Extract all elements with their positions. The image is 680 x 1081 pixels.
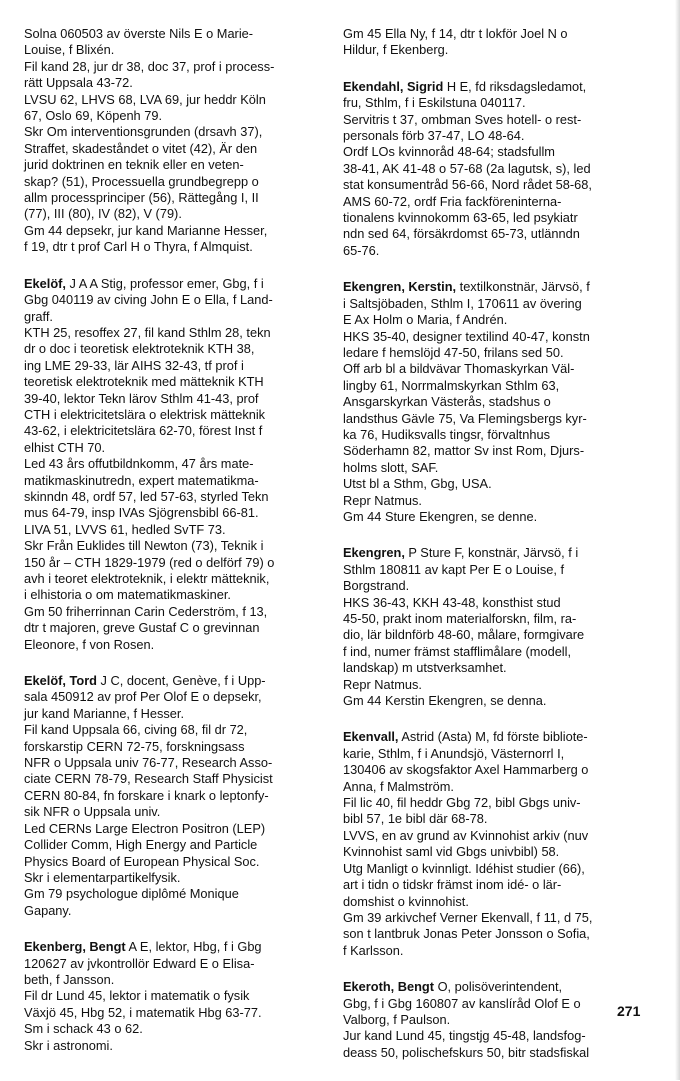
entry-continuation (24, 26, 329, 256)
entry-text (343, 26, 643, 59)
entry-text (343, 279, 643, 525)
entry-continuation (343, 26, 643, 59)
entry-body: A E, lektor, Hbg, f i Gbg 120627 av jvkontrollör Edward E o Elisa- beth, f Jansson. Fil dr Lund 45, lektor i matematik o fysik Växjö 45, Hbg 52, i matematik Hbg 63-77. Sm i schack 43 o 62. Skr i astronomi. (24, 939, 262, 1053)
entry-text (343, 545, 643, 709)
entry-text (24, 939, 329, 1054)
entry-body: H E, fd riksdagsledamot, fru, Sthlm, f i Eskilstuna 040117. Servitris t 37, ombman Sves hotell- o rest- personals förb 37-47, LO 48-64. Ordf LOs kvinnoråd 48-64; stadsfullm 38-41, AK 41-48 o 57-68 (2a lagutsk, s), led stat konsumentråd 56-66, Nord rådet 58-68, AMS 60-72, ordf Fria fackföreninterna- tionalens kvinnokomm 63-65, led psykiatr ndn sed 64, försäkrdomst 65-73, utlänndn 65-76. (343, 78, 592, 258)
entry-ekeroth-bengt (343, 979, 643, 1061)
entry-body: Solna 060503 av överste Nils E o Marie- Louise, f Blixén. Fil kand 28, jur dr 38, doc 37, prof i process- rätt Uppsala 43-72. LVSU 62, LHVS 68, LVA 69, jur heddr Köln 67, Oslo 69, Köpenh 79. Skr Om interventionsgrunden (drsavh 37), Straffet, skadeståndet o vitet (42), Är den jurid doktrinen en teknik eller en veten- skap? (51), Processuella grundbegrepp o allm processprinciper (56), Rättegång I, II (77), III (80), IV (82), V (79). Gm 44 depsekr, jur kand Marianne Hesser, f 19, dtr t prof Carl H o Thyra, f Almquist. (24, 26, 275, 255)
entry-text (343, 979, 643, 1061)
entry-text (24, 673, 329, 919)
entry-ekelof-stig (24, 276, 329, 653)
entry-ekenvall-asta (343, 729, 643, 959)
entry-headword: Ekengren, (343, 545, 405, 561)
entry-text (343, 79, 643, 259)
entry-headword: Ekelöf, Tord (24, 673, 97, 689)
entry-body: J C, docent, Genève, f i Upp- sala 450912 av prof Per Olof E o depsekr, jur kand Marianne, f Hesser. Fil kand Uppsala 66, civing 68, fil dr 72, forskarstip CERN 72-75, forskningsass NFR o Uppsala univ 76-77, Research Asso- ciate CERN 78-79, Research Staff Physicist CERN 80-84, fn forskare i knark o leptonfy- sik NFR o Uppsala univ. Led CERNs Large Electron Positron (LEP) Collider Comm, High Energy and Particle Physics Board of European Physical Soc. Skr i elementarpartikelfysik. Gm 79 psychologue diplômé Monique Gapany. (24, 673, 273, 918)
right-column (343, 26, 643, 1081)
entry-body: Astrid (Asta) M, fd förste bibliote- karie, Sthlm, f i Anundsjö, Västernorrl I, 130406 av skogsfaktor Axel Hammarberg o Anna, f Malmström. Fil lic 40, fil heddr Gbg 72, bibl Gbgs univ- bibl 57, 1e bibl där 68-78. LVVS, en av grund av Kvinnohist arkiv (nuv Kvinnohist saml vid Gbgs univbibl) 58. Utg Manligt o kvinnligt. Idéhist studier (66), art i tidn o tidskr främst inom idé- o lär- domshist o kvinnohist. Gm 39 arkivchef Verner Ekenvall, f 11, d 75, son t lantbruk Jonas Peter Jonsson o Sofia, f Karlsson. (343, 729, 593, 958)
entry-ekendahl-sigrid (343, 79, 643, 259)
entry-headword: Ekeroth, Bengt (343, 979, 435, 995)
entry-headword: Ekelöf, (24, 275, 66, 291)
entry-ekengren-sture (343, 545, 643, 709)
entry-headword: Ekengren, Kerstin, (343, 279, 457, 295)
entry-ekenberg-bengt (24, 939, 329, 1054)
entry-headword: Ekendahl, Sigrid (343, 78, 444, 94)
entry-text (343, 729, 643, 959)
entry-body: Gm 45 Ella Ny, f 14, dtr t lokför Joel N o Hildur, f Ekenberg. (343, 26, 568, 58)
entry-text (24, 26, 329, 256)
entry-body: O, polisöverintendent, Gbg, f i Gbg 160807 av kanslíråd Olof E o Valborg, f Paulson. Jur kand Lund 45, tingstjg 45-48, landsfog- deass 50, polischefskurs 50, bitr stadsfiskal (343, 979, 590, 1060)
entry-ekelof-tord (24, 673, 329, 919)
page-number: 271 (617, 1003, 641, 1019)
entry-text (24, 276, 329, 653)
entry-body: P Sture F, konstnär, Järvsö, f i Sthlm 180811 av kapt Per E o Louise, f Borgstrand. HKS 36-43, KKH 43-48, konsthist stud 45-50, prakt inom materialforskn, film, ra- dio, lär bildnförb 48-60, målare, formgivare f ind, numer främst stafflimålare (modell, landskap) m utstverksamhet. Repr Natmus. Gm 44 Kerstin Ekengren, se denna. (343, 545, 585, 709)
page-edge-shadow (675, 0, 680, 1080)
entry-ekengren-kerstin (343, 279, 643, 525)
entry-headword: Ekenvall, (343, 729, 399, 745)
left-column (24, 26, 329, 1074)
entry-body: J A A Stig, professor emer, Gbg, f i Gbg 040119 av civing John E o Ella, f Land- graff. KTH 25, resoffex 27, fil kand Sthlm 28, tekn dr o doc i teoretisk elektroteknik KTH 38, ing LME 29-33, lär AIHS 32-43, tf prof i teoretisk elektroteknik med mätteknik KTH 39-40, lektor Tekn lärov Sthlm 41-43, prof CTH i elektricitetslära o elektrisk mätteknik 43-62, i elektricitetslära 62-70, förest Inst f elhist CTH 70. Led 43 års offutbildnkomm, 47 års mate- matikmaskinutredn, expert matematikma- skinndn 48, ordf 57, led 57-63, styrled Tekn mus 64-79, insp IVAs Sjögrensbibl 66-81. LIVA 51, LVVS 61, hedled SvTF 73. Skr Från Euklides till Newton (73), Teknik i 150 år – CTH 1829-1979 (red o delförf 79) o avh i teoret elektroteknik, i elektr mätteknik, i elhistoria o om matematikmaskiner. Gm 50 friherrinnan Carin Cederström, f 13, dtr t majoren, greve Gustaf C o grevinnan Eleonore, f von Rosen. (24, 275, 275, 652)
entry-headword: Ekenberg, Bengt (24, 939, 126, 955)
entry-body: textilkonstnär, Järvsö, f i Saltsjöbaden, Sthlm I, 170611 av övering E Ax Holm o Maria, f Andrén. HKS 35-40, designer textilind 40-47, konstn ledare f hemslöjd 47-50, frilans sed 50. Off arb bl a bildvävar Thomaskyrkan Väl- lingby 61, Norrmalmskyrkan Sthlm 63, Ansgarskyrkan Västerås, stadshus o landsthus Gävle 75, Va Flemingsbergs kyr- ka 76, Hudiksvalls tingsr, förvaltnhus Söderhamn 82, mattor Sv inst Rom, Djurs- holms slott, SAF. Utst bl a Sthm, Gbg, USA. Repr Natmus. Gm 44 Sture Ekengren, se denne. (343, 279, 590, 524)
